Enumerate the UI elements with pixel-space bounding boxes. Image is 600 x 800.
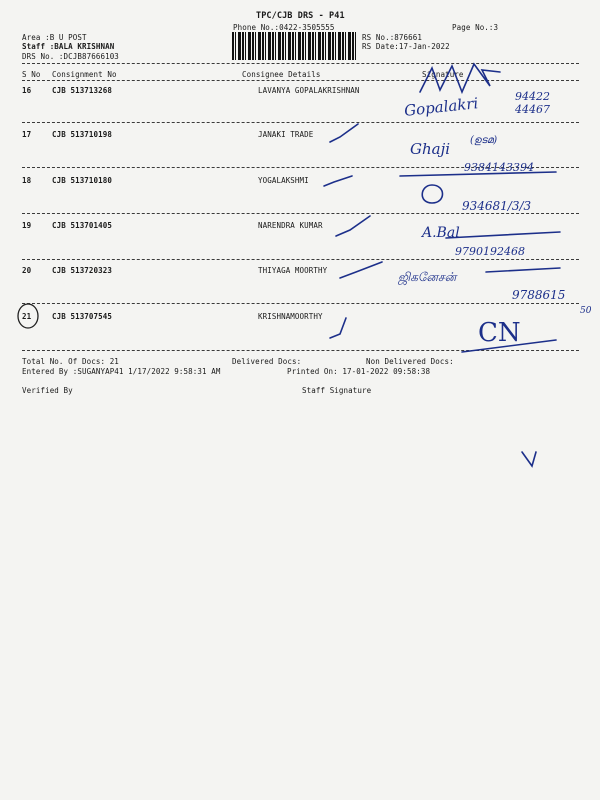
signature-scribble <box>420 64 500 92</box>
check-mark <box>340 262 382 278</box>
row-consignee: YOGALAKSHMI <box>258 176 309 185</box>
document-title: TPC/CJB DRS - P41 <box>256 11 345 21</box>
handwritten-phone-tail: 50 <box>580 306 592 316</box>
row-consignment: CJB 513720323 <box>52 266 112 275</box>
row-sno: 21 <box>22 312 32 321</box>
row-consignee: NARENDRA KUMAR <box>258 221 323 230</box>
column-sno: S No <box>22 70 41 79</box>
circle-mark <box>18 304 38 328</box>
row-consignee: JANAKI TRADE <box>258 130 314 139</box>
handwritten-name: A.Bal <box>422 225 460 241</box>
page-number: Page No.:3 <box>452 23 499 32</box>
handwritten-name: ஜிகனேசன் <box>398 270 457 284</box>
verified-by: Verified By <box>22 386 73 395</box>
check-mark <box>324 176 352 186</box>
staff-label: Staff :BALA KRISHNAN <box>22 42 115 51</box>
rs-date: RS Date:17-Jan-2022 <box>362 42 450 51</box>
handwritten-name: Ghaji <box>410 140 451 158</box>
row-consignee: THIYAGA MOORTHY <box>258 266 328 275</box>
area-label: Area :B U POST <box>22 33 87 42</box>
row-sno: 20 <box>22 266 32 275</box>
column-signature: Signature <box>422 70 464 79</box>
check-mark <box>330 318 346 338</box>
circle-mark <box>422 185 442 203</box>
phone-number: Phone No.:0422-3505555 <box>233 23 335 32</box>
row-sno: 19 <box>22 221 32 230</box>
check-mark <box>330 124 358 142</box>
row-sno: 16 <box>22 86 32 95</box>
check-mark <box>336 216 370 236</box>
row-sno: 17 <box>22 130 32 139</box>
handwritten-phone: 94422 44467 <box>515 90 550 116</box>
row-consignee: LAVANYA GOPALAKRISHNAN <box>258 86 360 95</box>
delivered-docs: Delivered Docs: <box>232 357 302 366</box>
total-docs: Total No. Of Docs: 21 <box>22 357 119 366</box>
row-consignment: CJB 513713268 <box>52 86 112 95</box>
handwritten-phone: 9790192468 <box>455 245 525 258</box>
underline-stroke <box>446 232 560 238</box>
entered-by: Entered By :SUGANYAP41 1/17/2022 9:58:31 AM <box>22 367 221 376</box>
handwritten-name: Gopalakri <box>403 94 480 120</box>
column-consignment: Consignment No <box>52 70 117 79</box>
tick-mark <box>522 452 536 466</box>
column-consignee: Consignee Details <box>242 70 321 79</box>
handwritten-mark: CN <box>478 318 521 348</box>
underline-stroke <box>462 340 556 352</box>
row-consignment: CJB 513710180 <box>52 176 112 185</box>
row-consignee: KRISHNAMOORTHY <box>258 312 323 321</box>
non-delivered-docs: Non Delivered Docs: <box>366 357 454 366</box>
row-consignment: CJB 513710198 <box>52 130 112 139</box>
row-sno: 18 <box>22 176 32 185</box>
handwritten-phone: 934681/3/3 <box>462 199 532 213</box>
underline-stroke <box>486 268 560 272</box>
rs-number: RS No.:876661 <box>362 33 422 42</box>
underline-stroke <box>400 172 556 176</box>
row-consignment: CJB 513707545 <box>52 312 112 321</box>
row-consignment: CJB 513701405 <box>52 221 112 230</box>
printed-on: Printed On: 17-01-2022 09:58:38 <box>287 367 431 376</box>
handwritten-phone: 9788615 <box>512 288 566 302</box>
drs-number: DRS No. :DCJB87666103 <box>22 52 119 61</box>
staff-signature-label: Staff Signature <box>302 386 372 395</box>
handwritten-phone: 9384143394 <box>464 161 534 174</box>
handwritten-note: (ഉടമ) <box>470 135 498 146</box>
